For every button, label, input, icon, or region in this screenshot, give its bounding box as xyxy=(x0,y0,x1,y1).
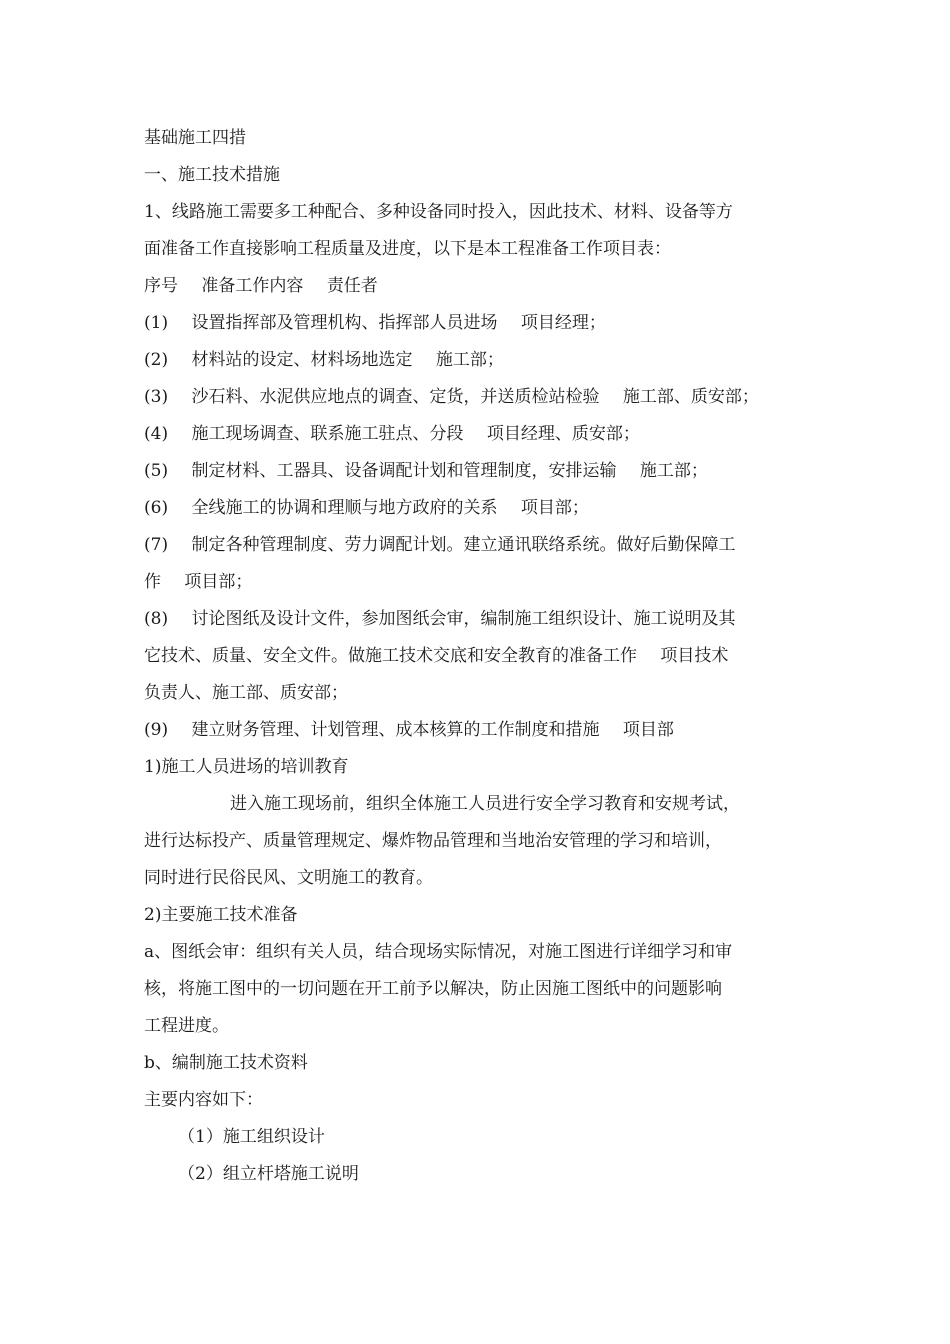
paragraph-line: 同时进行民俗民风、文明施工的教育。 xyxy=(144,868,433,888)
list-item xyxy=(144,527,824,564)
header-owner: 责任者 xyxy=(326,276,378,296)
document-title: 基础施工四措 xyxy=(144,128,246,148)
list-item xyxy=(144,490,824,527)
item-owner: 项目经理、质安部； xyxy=(486,424,640,444)
item-number: (9) xyxy=(144,720,169,740)
list-item xyxy=(144,379,824,416)
item-content: 沙石料、水泥供应地点的调查、定货，并送质检站检验 xyxy=(191,387,600,407)
list-item xyxy=(144,712,824,749)
item-content: 材料站的设定、材料场地选定 xyxy=(191,350,413,370)
item-number: (2) xyxy=(144,350,169,370)
item-content: 讨论图纸及设计文件，参加图纸会审，编制施工组织设计、施工说明及其 xyxy=(191,609,736,629)
list-item-continuation xyxy=(144,638,824,675)
item-content: 设置指挥部及管理机构、指挥部人员进场 xyxy=(191,313,498,333)
list-item xyxy=(144,342,824,379)
item-owner: 项目经理； xyxy=(520,313,606,333)
item-number: (3) xyxy=(144,387,169,407)
intro-paragraph-line: 1、线路施工需要多工种配合、多种设备同时投入，因此技术、材料、设备等方 xyxy=(144,202,733,222)
header-number: 序号 xyxy=(144,276,178,296)
subsection-heading: 2)主要施工技术准备 xyxy=(144,905,298,925)
item-number: (7) xyxy=(144,535,169,555)
item-number: (1) xyxy=(144,313,169,333)
paragraph-line: 主要内容如下： xyxy=(144,1090,263,1110)
item-content: 它技术、质量、安全文件。做施工技术交底和安全教育的准备工作 xyxy=(144,646,637,666)
list-item xyxy=(144,453,824,490)
item-content: 制定材料、工器具、设备调配计划和管理制度，安排运输 xyxy=(191,461,617,481)
table-header xyxy=(144,268,824,305)
item-owner: 施工部、质安部； xyxy=(622,387,759,407)
list-item xyxy=(144,416,824,453)
item-content: 全线施工的协调和理顺与地方政府的关系 xyxy=(191,498,498,518)
item-owner: 施工部； xyxy=(639,461,708,481)
item-number: (8) xyxy=(144,609,169,629)
item-content: 制定各种管理制度、劳力调配计划。建立通讯联络系统。做好后勤保障工 xyxy=(191,535,736,555)
document-body xyxy=(144,120,824,1193)
list-item xyxy=(144,601,824,638)
item-owner: 项目技术 xyxy=(660,646,729,666)
list-item-continuation: 负责人、施工部、质安部； xyxy=(144,683,348,703)
subsection-heading: 1)施工人员进场的培训教育 xyxy=(144,757,349,777)
item-content: 施工现场调查、联系施工驻点、分段 xyxy=(191,424,464,444)
list-item xyxy=(144,305,824,342)
item-owner: 项目部 xyxy=(622,720,674,740)
list-item-continuation xyxy=(144,564,824,601)
paragraph-line: 进行达标投产、质量管理规定、爆炸物品管理和当地治安管理的学习和培训， xyxy=(144,831,722,851)
paragraph-line: 核，将施工图中的一切问题在开工前予以解决，防止因施工图纸中的问题影响 xyxy=(144,979,722,999)
paragraph-line: 工程进度。 xyxy=(144,1016,229,1036)
paragraph-line: 进入施工现场前，组织全体施工人员进行安全学习教育和安规考试， xyxy=(230,794,740,814)
section-heading: 一、施工技术措施 xyxy=(144,165,280,185)
item-content: 建立财务管理、计划管理、成本核算的工作制度和措施 xyxy=(191,720,600,740)
item-number: (6) xyxy=(144,498,169,518)
item-owner: 项目部； xyxy=(184,572,253,592)
paragraph-heading: b、编制施工技术资料 xyxy=(144,1053,308,1073)
item-content: 作 xyxy=(144,572,161,592)
header-content: 准备工作内容 xyxy=(201,276,304,296)
item-owner: 项目部； xyxy=(520,498,589,518)
paragraph-line: a、图纸会审：组织有关人员，结合现场实际情况，对施工图进行详细学习和审 xyxy=(144,942,733,962)
list-item: （2）组立杆塔施工说明 xyxy=(178,1164,359,1184)
intro-paragraph-line: 面准备工作直接影响工程质量及进度，以下是本工程准备工作项目表： xyxy=(144,239,671,259)
item-number: (5) xyxy=(144,461,169,481)
item-owner: 施工部； xyxy=(435,350,504,370)
list-item: （1）施工组织设计 xyxy=(178,1127,325,1147)
item-number: (4) xyxy=(144,424,169,444)
